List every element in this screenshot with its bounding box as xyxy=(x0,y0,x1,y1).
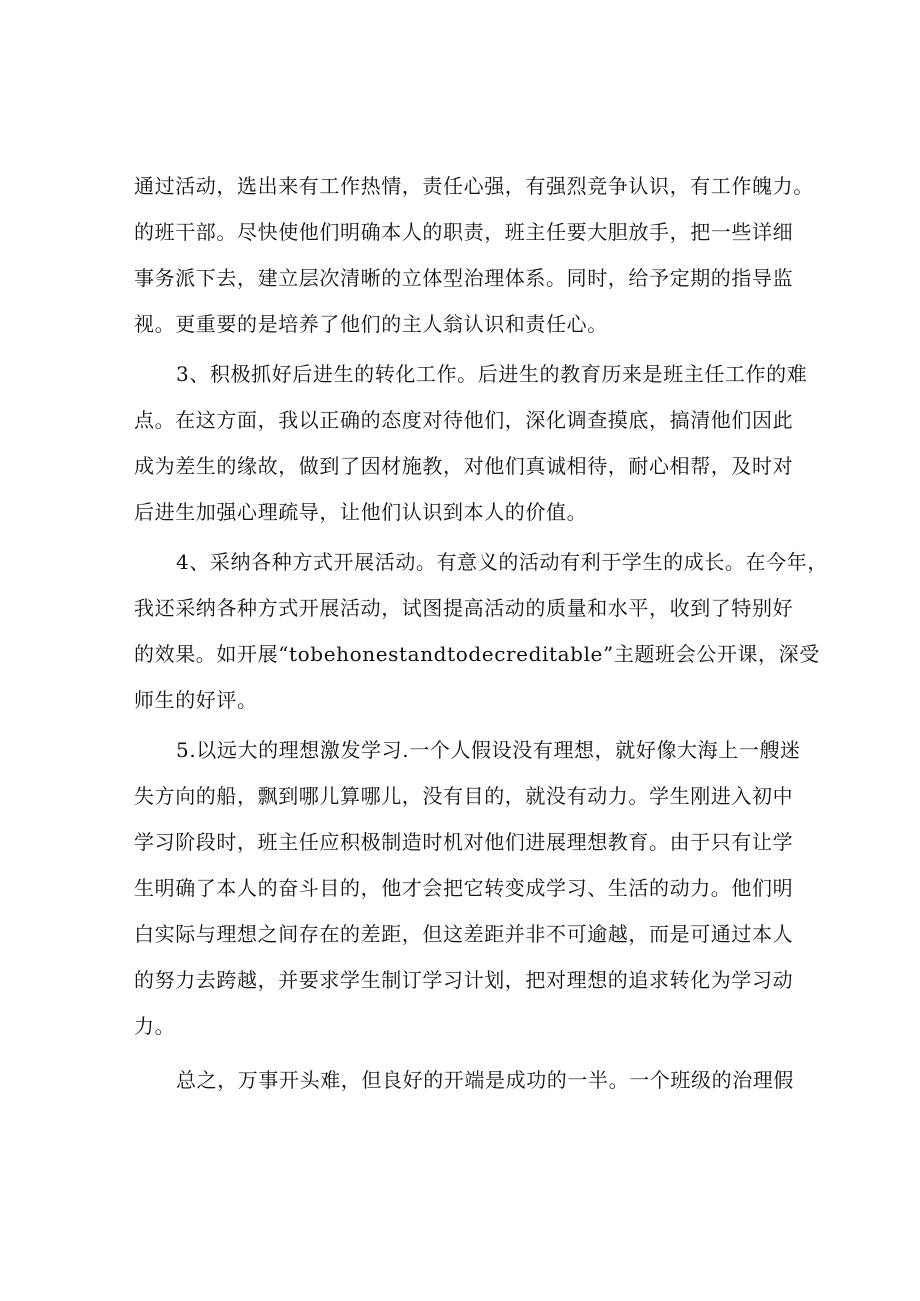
text-line: 4、采纳各种方式开展活动。有意义的活动有利于学生的成长。在今年， xyxy=(176,550,828,574)
text-line: 白实际与理想之间存在的差距，但这差距并非不可逾越，而是可通过本人 xyxy=(134,922,794,946)
text-line: 的效果。如开展“tobehonestandtodecreditable”主题班会公开课，深受 xyxy=(134,642,820,666)
text-line: 后进生加强心理疏导，让他们认识到本人的价值。 xyxy=(134,500,588,524)
text-line: 通过活动，选出来有工作热情，责任心强，有强烈竞争认识，有工作魄力。 xyxy=(134,174,814,198)
text-line: 点。在这方面，我以正确的态度对待他们，深化调查摸底，搞清他们因此 xyxy=(134,408,794,432)
text-line: 的努力去跨越，并要求学生制订学习计划，把对理想的追求转化为学习动 xyxy=(134,968,794,992)
text-line: 生明确了本人的奋斗目的，他才会把它转变成学习、生活的动力。他们明 xyxy=(134,876,794,900)
text-line: 我还采纳各种方式开展活动，试图提高活动的质量和水平，收到了特别好 xyxy=(134,596,794,620)
text-line: 5.以远大的理想激发学习.一个人假设没有理想，就好像大海上一艘迷 xyxy=(176,738,801,762)
text-line: 师生的好评。 xyxy=(134,688,258,712)
text-line: 事务派下去，建立层次清晰的立体型治理体系。同时，给予定期的指导监 xyxy=(134,266,794,290)
text-line: 学习阶段时，班主任应积极制造时机对他们进展理想教育。由于只有让学 xyxy=(134,830,794,854)
text-line: 失方向的船，飘到哪儿算哪儿，没有目的，就没有动力。学生刚进入初中 xyxy=(134,784,794,808)
text-line: 3、积极抓好后进生的转化工作。后进生的教育历来是班主任工作的难 xyxy=(176,362,808,386)
text-line: 视。更重要的是培养了他们的主人翁认识和责任心。 xyxy=(134,312,608,336)
text-line: 的班干部。尽快使他们明确本人的职责，班主任要大胆放手，把一些详细 xyxy=(134,220,794,244)
text-line: 成为差生的缘故，做到了因材施教，对他们真诚相待，耐心相帮，及时对 xyxy=(134,454,794,478)
text-line: 力。 xyxy=(134,1014,176,1038)
text-line: 总之，万事开头难，但良好的开端是成功的一半。一个班级的治理假 xyxy=(176,1068,794,1092)
